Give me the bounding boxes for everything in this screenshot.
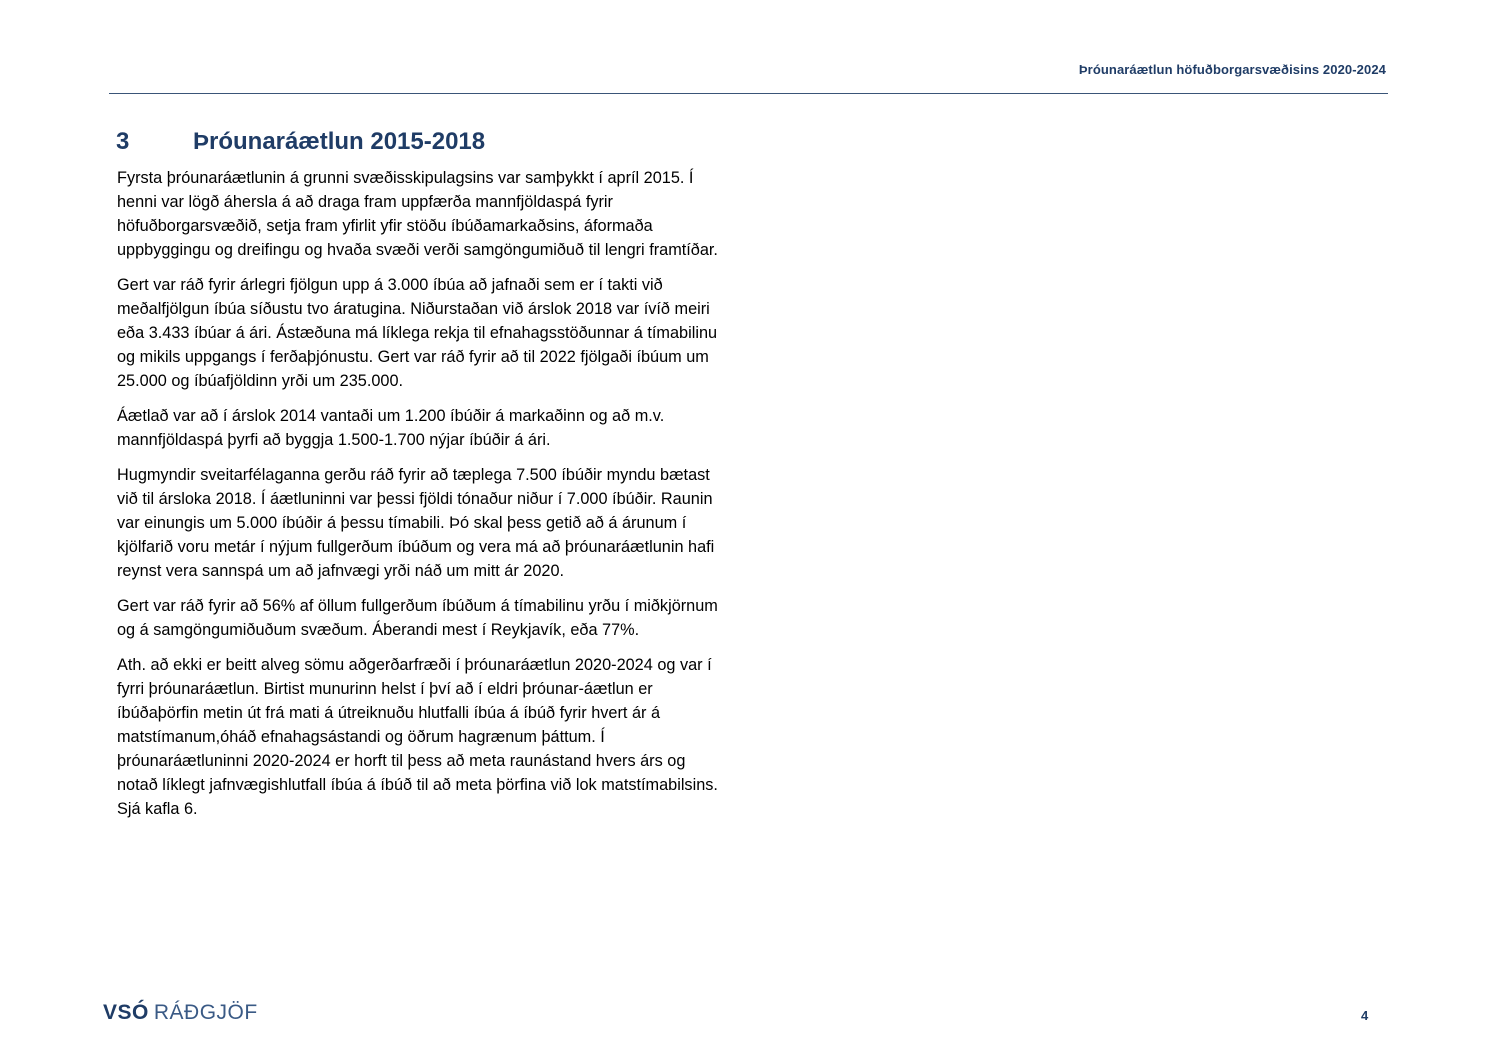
section-title: Þróunaráætlun 2015-2018	[193, 128, 486, 155]
paragraph: Gert var ráð fyrir árlegri fjölgun upp á 3.000 íbúa að jafnaði sem er í takti við meðalfjölgun íbúa síðustu tvo áratugina. Niðurstaðan við árslok 2018 var ívíð meiri eða 3.433 íbúar á ári. Ástæðuna má líklega rekja til efnahagsstöðunnar á tímabilinu og mikils uppgangs í ferðaþjónustu. Gert var ráð fyrir að til 2022 fjölgaði íbúum um 25.000 og íbúafjöldinn yrði um 235.000.	[117, 276, 718, 390]
section-heading	[116, 128, 485, 156]
logo-wordmark-bold: VSÓ	[103, 1001, 149, 1024]
vso-logo	[103, 1001, 258, 1025]
paragraph: Áætlað var að í árslok 2014 vantaði um 1.200 íbúðir á markaðinn og að m.v. mannfjöldaspá þyrfi að byggja 1.500-1.700 nýjar íbúðir á ári.	[117, 407, 665, 449]
header-divider	[109, 93, 1388, 94]
paragraph: Ath. að ekki er beitt alveg sömu aðgerðarfræði í þróunaráætlun 2020-2024 og var í fyrri þróunaráætlun. Birtist munurinn helst í því að í eldri þróunar-áætlun er íbúðaþörfin metin út frá mati á útreiknuðu hlutfalli íbúa á íbúð fyrir hvert ár á matstímanum,óháð efnahagsástandi og öðrum hagrænum þáttum. Í þróunaráætluninni 2020-2024 er horft til þess að meta raunástand hvers árs og notað líklegt jafnvægishlutfall íbúa á íbúð til að meta þörfina við lok matstímabilsins. Sjá kafla 6.	[117, 656, 718, 818]
paragraph: Hugmyndir sveitarfélaganna gerðu ráð fyrir að tæplega 7.500 íbúðir myndu bætast við til ársloka 2018. Í áætluninni var þessi fjöldi tónaður niður í 7.000 íbúðir. Raunin var einungis um 5.000 íbúðir á þessu tímabili. Þó skal þess getið að á árunum í kjölfarið voru metár í nýjum fullgerðum íbúðum og vera má að þróunaráætlunin hafi reynst vera sannspá um að jafnvægi yrði náð um mitt ár 2020.	[117, 466, 715, 580]
logo-wordmark-light: RÁÐGJÖF	[153, 1001, 258, 1024]
paragraph: Fyrsta þróunaráætlunin á grunni svæðisskipulagsins var samþykkt í apríl 2015. Í henni var lögð áhersla á að draga fram uppfærða mannfjöldaspá fyrir höfuðborgarsvæðið, setja fram yfirlit yfir stöðu íbúðamarkaðsins, áformaða uppbyggingu og dreifingu og hvaða svæði verði samgöngumiðuð til lengri framtíðar.	[117, 169, 718, 259]
page-number: 4	[1361, 1008, 1369, 1023]
running-header-title: Þróunaráætlun höfuðborgarsvæðisins 2020-2024	[1078, 62, 1386, 77]
section-number: 3	[116, 128, 130, 155]
paragraph: Gert var ráð fyrir að 56% af öllum fullgerðum íbúðum á tímabilinu yrðu í miðkjörnum og á samgöngumiðuðum svæðum. Áberandi mest í Reykjavík, eða 77%.	[117, 597, 718, 639]
body-text	[117, 166, 729, 832]
